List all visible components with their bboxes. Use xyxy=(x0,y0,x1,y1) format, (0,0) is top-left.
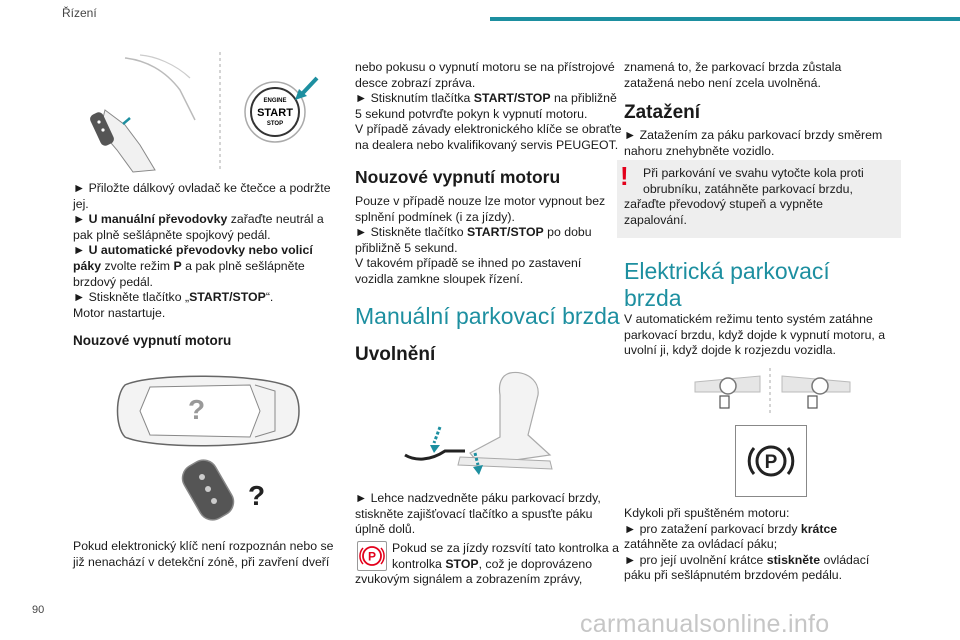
text-span: ► Stiskněte tlačítko xyxy=(355,225,467,240)
text-line: V případě závady elektronického klíče se obraťte xyxy=(355,122,622,137)
svg-text:P: P xyxy=(367,549,377,564)
bold-term: P xyxy=(173,258,182,273)
text-line xyxy=(355,91,625,107)
text-line: parkovací brzdu, když dojde k vypnutí motoru, a xyxy=(624,327,886,342)
text-span: ► Stiskněte tlačítko „ xyxy=(73,290,190,305)
text-span: ► Stisknutím tlačítka xyxy=(355,91,474,106)
text-line: na dealera nebo kvalifikovaný servis PEUGEOT. xyxy=(355,137,619,152)
bold-term: stiskněte xyxy=(766,552,821,567)
text-line: zvukovým signálem a zobrazením zprávy, xyxy=(355,572,583,586)
svg-text:?: ? xyxy=(248,480,266,511)
text-line: přibližně 5 sekund. xyxy=(355,240,458,255)
running-header: Řízení xyxy=(62,6,97,20)
svg-text:STOP: STOP xyxy=(266,121,284,127)
col3-top-text xyxy=(624,60,914,91)
key-fob-icon xyxy=(177,455,238,525)
col2-lamp-text-cont xyxy=(355,572,625,588)
text-line: splnění podmínek (i za jízdy). xyxy=(355,209,515,224)
text-line xyxy=(73,212,338,228)
text-line: Pokud se za jízdy rozsvítí tato kontrolka a xyxy=(392,541,619,555)
text-line: V takovém případě se ihned po zastavení xyxy=(355,256,582,271)
warning-text xyxy=(643,166,895,197)
parking-brake-lamp-icon xyxy=(357,541,387,571)
bold-term: páky xyxy=(73,258,102,273)
warning-text-cont xyxy=(624,197,894,228)
text-span: a pak plně sešlápněte xyxy=(181,258,305,273)
text-line: nebo pokusu o vypnutí motoru se na přístrojové xyxy=(355,60,615,74)
page-number: 90 xyxy=(32,604,45,616)
text-line xyxy=(73,259,338,275)
text-line: stiskněte zajišťovací tlačítko a spusťte páku xyxy=(355,506,593,521)
text-line: ► Lehce nadzvedněte páku parkovací brzdy, xyxy=(355,491,601,505)
header-accent-bar xyxy=(490,17,960,21)
text-line: vozidla zamkne sloupek řízení. xyxy=(355,271,524,286)
text-line: brzdový pedál. xyxy=(73,274,153,289)
text-line: úplně dolů. xyxy=(355,522,416,537)
text-span: zařaďte neutrál a xyxy=(227,212,324,227)
col1-instructions xyxy=(73,181,338,321)
col2-emergency-text xyxy=(355,194,625,288)
svg-text:?: ? xyxy=(188,394,206,425)
electric-parking-brake-icon xyxy=(735,425,807,497)
bold-term: START/STOP xyxy=(473,91,551,106)
bold-term: ► U manuální převodovky xyxy=(73,212,228,227)
text-span: ► pro její uvolnění krátce xyxy=(624,552,767,567)
text-line: Pouze v případě nouze lze motor vypnout bez xyxy=(355,194,606,208)
car-top-view-icon xyxy=(118,376,300,446)
subheading-emergency: Nouzové vypnutí motoru xyxy=(73,333,232,348)
text-line: Pokud elektronický klíč není rozpoznán nebo se xyxy=(73,539,334,553)
car-key-illustration xyxy=(110,365,310,525)
text-line: nahoru znehybněte vozidlo. xyxy=(624,143,775,158)
watermark: carmanualsonline.info xyxy=(580,610,830,638)
text-span: ovládací xyxy=(820,552,870,567)
text-line: Motor nastartuje. xyxy=(73,305,166,320)
text-line: páku při sešlápnutém brzdovém pedálu. xyxy=(624,568,843,583)
text-line: zapalování. xyxy=(624,212,687,227)
text-line: Při parkování ve svahu vytočte kola proti xyxy=(643,166,864,180)
col2-top-text xyxy=(355,60,625,154)
seat-lever-icon xyxy=(405,372,552,475)
text-line: zařaďte převodový stupeň a vypněte xyxy=(624,197,823,211)
text-line: zatáhněte za ovládací páku; xyxy=(624,537,778,552)
seat-lever-illustration xyxy=(400,365,580,475)
text-span: “. xyxy=(265,290,274,305)
text-line: obrubníku, zatáhněte parkovací brzdu, xyxy=(643,181,853,196)
bold-term: ► U automatické převodovky nebo volicí xyxy=(73,243,313,258)
steering-wheel-icon xyxy=(695,376,760,408)
col2-lamp-text xyxy=(392,541,627,572)
col3-apply-text xyxy=(624,128,914,159)
heading-electric-parking-brake xyxy=(624,258,830,312)
bold-term: STOP xyxy=(445,556,479,571)
heading-apply: Zatažení xyxy=(624,102,701,123)
warning-exclamation-icon: ! xyxy=(620,161,629,191)
text-line xyxy=(392,557,627,573)
heading-emergency-stop: Nouzové vypnutí motoru xyxy=(355,167,561,187)
text-line: uvolní ji, když dojde k rozjezdu vozidla. xyxy=(624,343,836,358)
heading-line: brzda xyxy=(624,285,682,311)
text-line: již nenachází v detekční zóně, při zavření dveří xyxy=(73,554,330,569)
text-line: Kdykoli při spuštěném motoru: xyxy=(624,506,790,520)
heading-line: Elektrická parkovací xyxy=(624,258,830,284)
auto-mode-illustration xyxy=(690,368,860,416)
text-line xyxy=(73,243,338,259)
text-line xyxy=(624,522,914,538)
col3-electric-text xyxy=(624,312,914,359)
start-stop-button-icon xyxy=(245,82,305,142)
steering-wheel-icon xyxy=(782,376,850,408)
bold-term: krátce xyxy=(800,521,838,536)
text-line xyxy=(73,290,338,306)
text-span: po dobu xyxy=(543,225,592,240)
text-line: desce zobrazí zpráva. xyxy=(355,75,476,90)
svg-text:ENGINE: ENGINE xyxy=(263,98,287,104)
text-line: zatažená nebo není zcela uvolněná. xyxy=(624,75,821,90)
col1-bottom-text xyxy=(73,539,338,570)
text-line xyxy=(355,225,625,241)
col2-release-text xyxy=(355,491,625,538)
text-line: znamená to, že parkovací brzda zůstala xyxy=(624,60,842,74)
text-line: V automatickém režimu tento systém zatáhne xyxy=(624,312,873,326)
text-line: jej. xyxy=(73,196,89,211)
text-span: , což je doprovázeno xyxy=(478,556,593,571)
bold-term: START/STOP xyxy=(189,290,266,305)
heading-release: Uvolnění xyxy=(355,344,436,365)
text-span: kontrolka xyxy=(392,556,446,571)
svg-text:START: START xyxy=(257,107,293,119)
text-span: na přibližně xyxy=(550,91,617,106)
bold-term: START/STOP xyxy=(466,225,544,240)
text-line xyxy=(624,553,914,569)
text-line: ► Přiložte dálkový ovladač ke čtečce a podržte xyxy=(73,181,331,195)
heading-manual-parking-brake: Manuální parkovací brzda xyxy=(355,303,620,329)
text-line: 5 sekund potvrďte pokyn k vypnutí motoru. xyxy=(355,106,588,121)
text-line: pak plně sešlápněte spojkový pedál. xyxy=(73,227,271,242)
key-start-illustration xyxy=(85,50,330,175)
svg-text:P: P xyxy=(764,452,778,473)
text-line: ► Zatažením za páku parkovací brzdy směrem xyxy=(624,128,883,142)
text-span: ► pro zatažení parkovací brzdy xyxy=(624,521,801,536)
text-span: zvolte režim xyxy=(101,258,174,273)
col3-control-text xyxy=(624,506,914,584)
key-fob-icon xyxy=(88,110,155,172)
